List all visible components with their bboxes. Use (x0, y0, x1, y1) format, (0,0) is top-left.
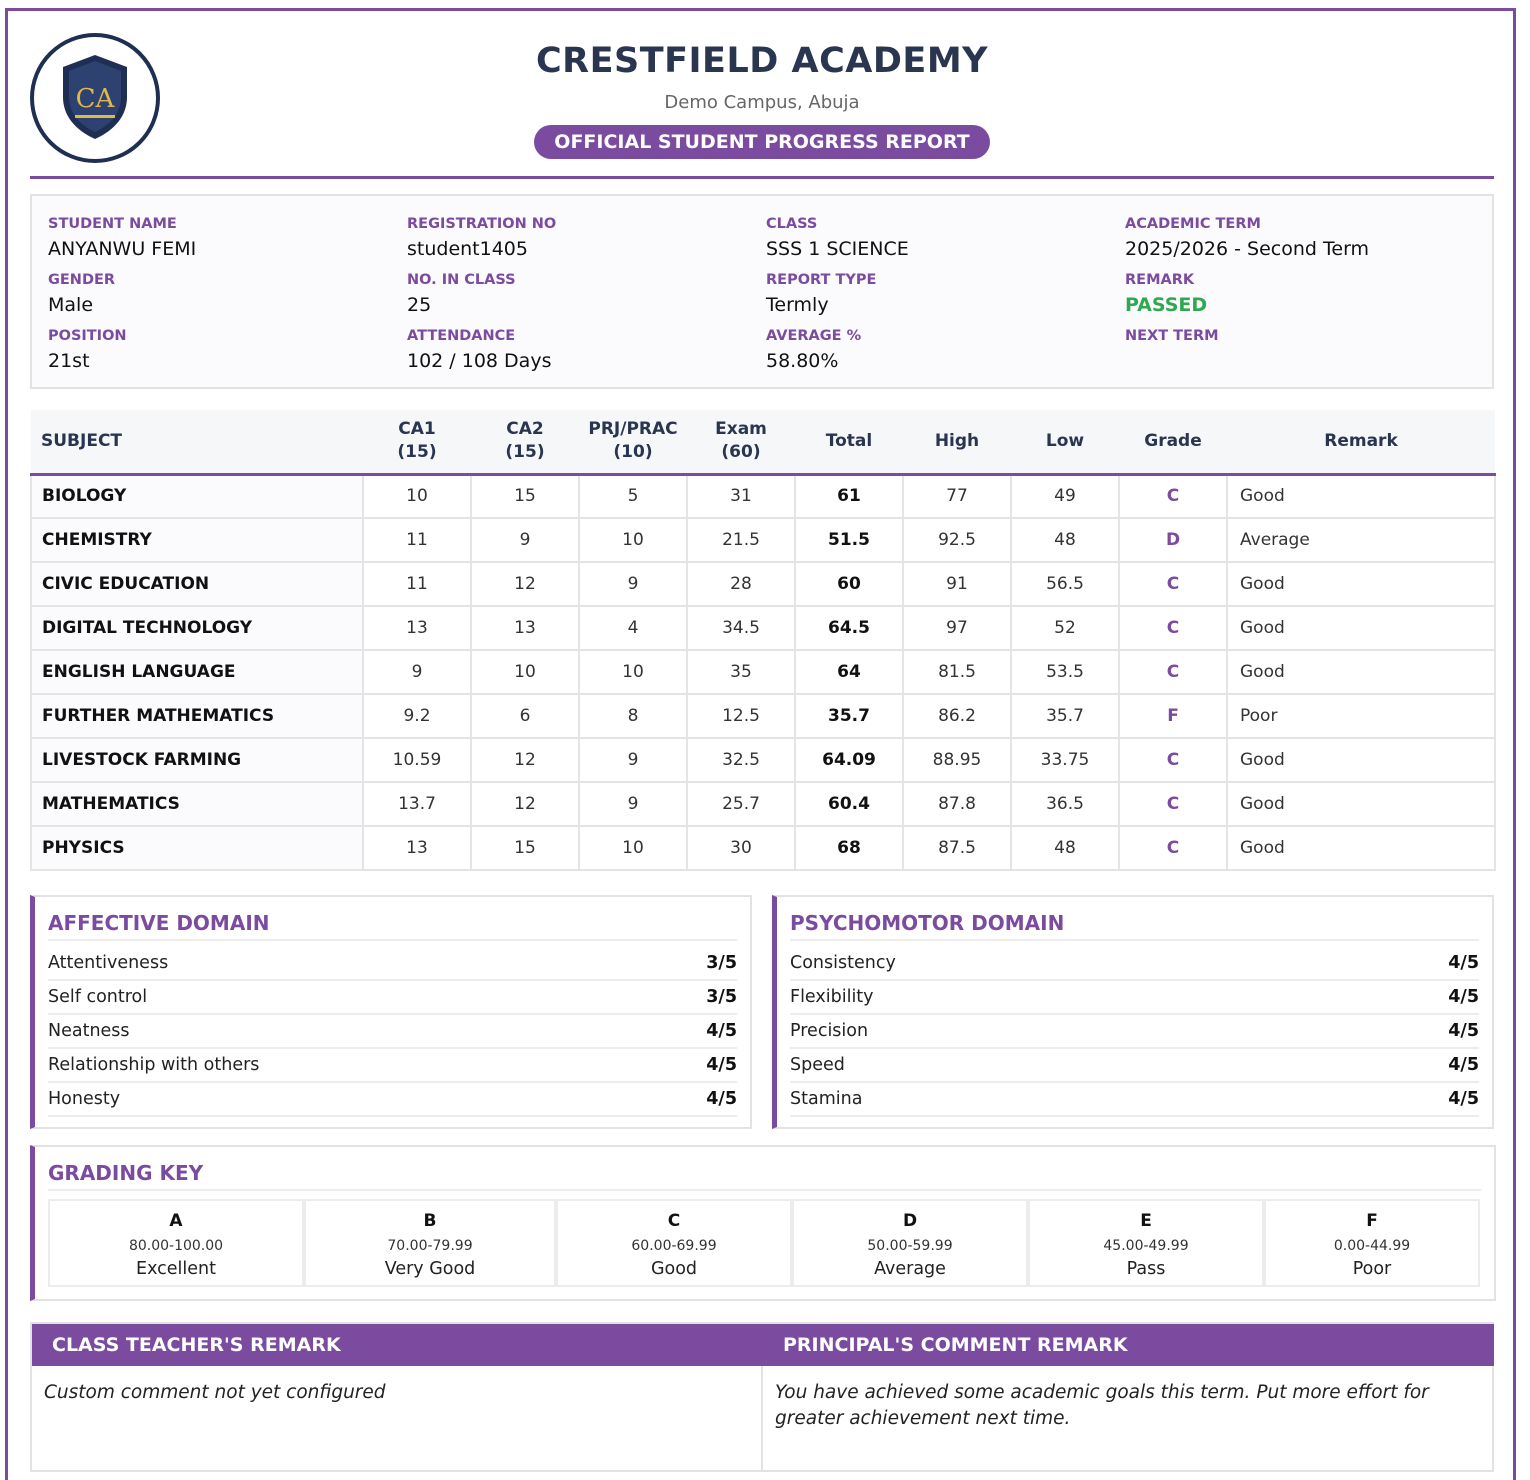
cell-ca1: 10 (363, 474, 471, 518)
grade-description: Average (874, 1259, 946, 1279)
cell-ca2: 6 (471, 694, 579, 738)
table-row (31, 562, 1495, 606)
cell-prj: 10 (579, 826, 687, 870)
cell-low: 35.7 (1011, 694, 1119, 738)
grade-key-cell (48, 1199, 304, 1287)
cell-ca1: 13.7 (363, 782, 471, 826)
cell-low: 36.5 (1011, 782, 1119, 826)
report-page (5, 8, 1516, 1480)
cell-ca1: 13 (363, 606, 471, 650)
cell-ca1: 9.2 (363, 694, 471, 738)
info-remark: REMARK PASSED (1125, 270, 1465, 320)
logo-text: CA (75, 84, 115, 114)
cell-prj: 9 (579, 562, 687, 606)
cell-ca1: 13 (363, 826, 471, 870)
cell-ca1: 11 (363, 518, 471, 562)
info-class-count: NO. IN CLASS 25 (407, 272, 516, 316)
cell-exam: 34.5 (687, 606, 795, 650)
col-high: High (903, 410, 1011, 474)
col-grade: Grade (1119, 410, 1227, 474)
cell-grade: C (1119, 474, 1227, 518)
grading-key-panel (30, 1145, 1496, 1301)
report-title-badge: OFFICIAL STUDENT PROGRESS REPORT (534, 125, 989, 159)
grade-range: 60.00-69.99 (631, 1238, 717, 1254)
psychomotor-domain-panel (772, 895, 1494, 1129)
cell-high: 77 (903, 474, 1011, 518)
cell-total: 64.5 (795, 606, 903, 650)
cell-low: 49 (1011, 474, 1119, 518)
cell-remark: Good (1227, 826, 1495, 870)
table-row (31, 782, 1495, 826)
cell-total: 64.09 (795, 738, 903, 782)
trait-label: Attentiveness (48, 953, 169, 973)
grade-description: Good (650, 1259, 698, 1279)
student-info-panel (30, 194, 1494, 389)
cell-exam: 31 (687, 474, 795, 518)
list-item (790, 1049, 1479, 1083)
cell-total: 61 (795, 474, 903, 518)
table-row (31, 606, 1495, 650)
trait-label: Precision (790, 1021, 869, 1041)
cell-prj: 9 (579, 738, 687, 782)
cell-low: 48 (1011, 518, 1119, 562)
table-row (31, 650, 1495, 694)
col-exam: Exam (60) (687, 410, 795, 474)
cell-ca2: 15 (471, 474, 579, 518)
cell-high: 97 (903, 606, 1011, 650)
cell-remark: Good (1227, 562, 1495, 606)
trait-score: 4/5 (706, 1089, 737, 1109)
grade-key-cell (304, 1199, 556, 1287)
trait-score: 3/5 (706, 987, 737, 1007)
grade-letter: B (423, 1211, 437, 1231)
teacher-remark-title: CLASS TEACHER'S REMARK (32, 1324, 763, 1366)
affective-domain-title: AFFECTIVE DOMAIN (48, 911, 737, 941)
info-term: ACADEMIC TERM 2025/2026 - Second Term (1125, 216, 1370, 260)
cell-high: 87.5 (903, 826, 1011, 870)
info-position: POSITION 21st (48, 328, 127, 372)
cell-high: 81.5 (903, 650, 1011, 694)
trait-score: 4/5 (1448, 1089, 1479, 1109)
cell-exam: 30 (687, 826, 795, 870)
campus-name: Demo Campus, Abuja (664, 92, 860, 113)
cell-exam: 32.5 (687, 738, 795, 782)
info-class: CLASS SSS 1 SCIENCE (766, 216, 909, 260)
list-item (48, 1015, 737, 1049)
cell-grade: F (1119, 694, 1227, 738)
cell-high: 92.5 (903, 518, 1011, 562)
col-total: Total (795, 410, 903, 474)
cell-ca2: 12 (471, 738, 579, 782)
cell-prj: 4 (579, 606, 687, 650)
cell-subject: CHEMISTRY (31, 518, 363, 562)
trait-score: 4/5 (706, 1021, 737, 1041)
info-student-name: STUDENT NAME ANYANWU FEMI (48, 216, 197, 260)
psychomotor-domain-title: PSYCHOMOTOR DOMAIN (790, 911, 1479, 941)
cell-total: 60.4 (795, 782, 903, 826)
cell-prj: 5 (579, 474, 687, 518)
col-low: Low (1011, 410, 1119, 474)
cell-ca2: 10 (471, 650, 579, 694)
list-item (790, 981, 1479, 1015)
cell-high: 86.2 (903, 694, 1011, 738)
grade-range: 0.00-44.99 (1333, 1238, 1411, 1254)
grade-range: 70.00-79.99 (387, 1238, 473, 1254)
cell-exam: 12.5 (687, 694, 795, 738)
cell-remark: Good (1227, 474, 1495, 518)
col-ca2: CA2 (15) (471, 410, 579, 474)
info-registration: REGISTRATION NO student1405 (407, 216, 557, 260)
scores-table (30, 410, 1496, 871)
cell-low: 52 (1011, 606, 1119, 650)
cell-ca2: 12 (471, 782, 579, 826)
grading-key-title: GRADING KEY (48, 1161, 1481, 1191)
cell-grade: C (1119, 826, 1227, 870)
list-item (48, 1049, 737, 1083)
table-header-row (31, 410, 1495, 474)
grade-description: Poor (1352, 1259, 1392, 1279)
school-name: CRESTFIELD ACADEMY (535, 41, 988, 81)
cell-ca1: 9 (363, 650, 471, 694)
list-item (48, 981, 737, 1015)
cell-ca2: 15 (471, 826, 579, 870)
trait-score: 4/5 (1448, 1021, 1479, 1041)
cell-exam: 21.5 (687, 518, 795, 562)
list-item (48, 1083, 737, 1117)
cell-subject: BIOLOGY (31, 474, 363, 518)
cell-ca2: 13 (471, 606, 579, 650)
grade-key-cell (1264, 1199, 1480, 1287)
col-ca1: CA1 (15) (363, 410, 471, 474)
affective-domain-panel (30, 895, 752, 1129)
cell-exam: 35 (687, 650, 795, 694)
table-row (31, 694, 1495, 738)
cell-remark: Good (1227, 782, 1495, 826)
cell-low: 48 (1011, 826, 1119, 870)
grade-range: 80.00-100.00 (128, 1238, 224, 1254)
table-row (31, 738, 1495, 782)
principal-remark-text: You have achieved some academic goals this term. Put more effort for greater achievement next time. (775, 1382, 1429, 1429)
cell-total: 68 (795, 826, 903, 870)
grade-letter: F (1366, 1211, 1378, 1231)
cell-high: 91 (903, 562, 1011, 606)
info-report-type: REPORT TYPE Termly (766, 272, 877, 316)
list-item (48, 947, 737, 981)
cell-prj: 10 (579, 518, 687, 562)
trait-label: Relationship with others (48, 1055, 260, 1075)
cell-grade: C (1119, 606, 1227, 650)
cell-grade: C (1119, 738, 1227, 782)
trait-label: Honesty (48, 1089, 121, 1109)
cell-exam: 28 (687, 562, 795, 606)
trait-score: 4/5 (1448, 1055, 1479, 1075)
info-next-term: NEXT TERM (1125, 328, 1219, 344)
list-item (790, 1083, 1479, 1117)
trait-label: Flexibility (790, 987, 874, 1007)
cell-grade: C (1119, 650, 1227, 694)
grade-letter: E (1140, 1211, 1152, 1231)
grade-key-cell (792, 1199, 1028, 1287)
info-average: AVERAGE % 58.80% (766, 328, 862, 372)
cell-prj: 9 (579, 782, 687, 826)
table-row (31, 518, 1495, 562)
cell-remark: Poor (1227, 694, 1495, 738)
grade-letter: C (667, 1211, 681, 1231)
info-gender: GENDER Male (48, 272, 116, 316)
trait-label: Consistency (790, 953, 896, 973)
col-remark: Remark (1227, 410, 1495, 474)
cell-low: 56.5 (1011, 562, 1119, 606)
cell-remark: Good (1227, 738, 1495, 782)
list-item (790, 947, 1479, 981)
list-item (790, 1015, 1479, 1049)
cell-subject: MATHEMATICS (31, 782, 363, 826)
cell-subject: DIGITAL TECHNOLOGY (31, 606, 363, 650)
cell-ca1: 10.59 (363, 738, 471, 782)
trait-label: Self control (48, 987, 148, 1007)
cell-exam: 25.7 (687, 782, 795, 826)
trait-score: 4/5 (1448, 953, 1479, 973)
cell-grade: D (1119, 518, 1227, 562)
cell-total: 35.7 (795, 694, 903, 738)
teacher-remark-text: Custom comment not yet configured (32, 1366, 763, 1472)
cell-total: 64 (795, 650, 903, 694)
trait-score: 3/5 (706, 953, 737, 973)
cell-total: 51.5 (795, 518, 903, 562)
cell-ca2: 12 (471, 562, 579, 606)
report-header (30, 11, 1494, 179)
cell-subject: ENGLISH LANGUAGE (31, 650, 363, 694)
cell-ca1: 11 (363, 562, 471, 606)
cell-prj: 10 (579, 650, 687, 694)
grade-key-cell (1028, 1199, 1264, 1287)
grade-letter: D (902, 1211, 918, 1231)
table-row (31, 474, 1495, 518)
cell-low: 53.5 (1011, 650, 1119, 694)
grade-description: Very Good (384, 1259, 476, 1279)
table-row (31, 826, 1495, 870)
principal-remark-title: PRINCIPAL'S COMMENT REMARK (763, 1324, 1494, 1366)
col-subject: SUBJECT (31, 410, 363, 474)
trait-label: Speed (790, 1055, 845, 1075)
cell-total: 60 (795, 562, 903, 606)
trait-score: 4/5 (1448, 987, 1479, 1007)
cell-ca2: 9 (471, 518, 579, 562)
grade-range: 50.00-59.99 (867, 1238, 953, 1254)
grade-description: Excellent (136, 1259, 216, 1279)
grade-key-cell (556, 1199, 792, 1287)
cell-low: 33.75 (1011, 738, 1119, 782)
grade-range: 45.00-49.99 (1103, 1238, 1189, 1254)
grade-description: Pass (1126, 1259, 1166, 1279)
cell-high: 87.8 (903, 782, 1011, 826)
cell-subject: LIVESTOCK FARMING (31, 738, 363, 782)
cell-subject: CIVIC EDUCATION (31, 562, 363, 606)
remarks-panel (30, 1322, 1494, 1472)
cell-remark: Good (1227, 606, 1495, 650)
trait-label: Stamina (790, 1089, 863, 1109)
col-prj: PRJ/PRAC (10) (579, 410, 687, 474)
cell-grade: C (1119, 782, 1227, 826)
cell-subject: FURTHER MATHEMATICS (31, 694, 363, 738)
trait-label: Neatness (48, 1021, 130, 1041)
cell-remark: Good (1227, 650, 1495, 694)
trait-score: 4/5 (706, 1055, 737, 1075)
info-attendance: ATTENDANCE 102 / 108 Days (407, 328, 552, 372)
cell-subject: PHYSICS (31, 826, 363, 870)
status-badge: PASSED (1125, 294, 1208, 316)
cell-prj: 8 (579, 694, 687, 738)
cell-remark: Average (1227, 518, 1495, 562)
cell-high: 88.95 (903, 738, 1011, 782)
cell-grade: C (1119, 562, 1227, 606)
grade-letter: A (169, 1211, 183, 1231)
